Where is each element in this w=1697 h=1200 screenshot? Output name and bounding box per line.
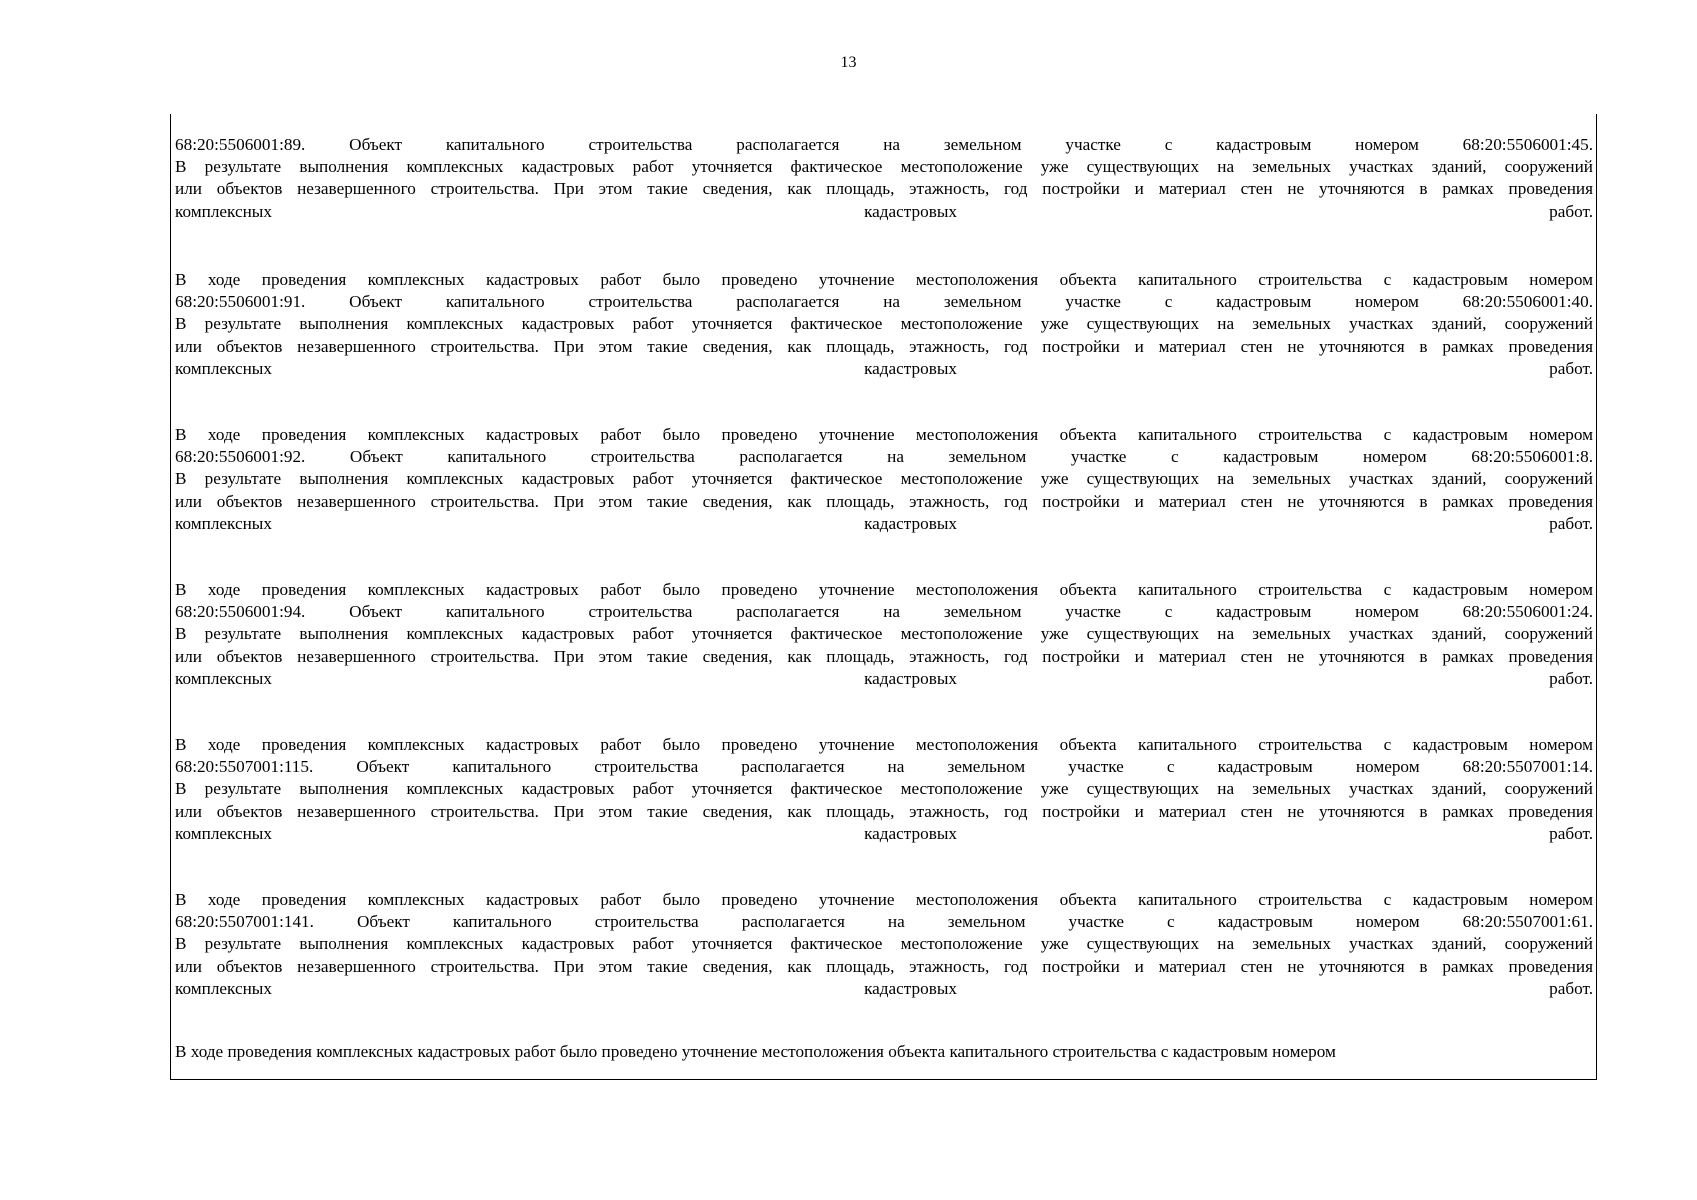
text-line: 68:20:5507001:115. Объект капитального строительства располагается на земельном участке с кадастровым номером 68:20:5507001:14.	[175, 757, 1593, 777]
text-line: или объектов незавершенного строительства. При этом такие сведения, как площадь, этажность, год постройки и материал стен не уточняются в рамках проведения	[175, 491, 1593, 511]
text-line: 68:20:5507001:141. Объект капитального строительства располагается на земельном участке с кадастровым номером 68:20:5507001:61.	[175, 912, 1593, 932]
text-frame	[170, 114, 1597, 1080]
text-line: комплексных кадастровых работ.	[175, 201, 1593, 221]
text-block	[175, 1041, 1593, 1063]
text-line: 68:20:5506001:94. Объект капитального строительства располагается на земельном участке с кадастровым номером 68:20:5506001:24.	[175, 602, 1593, 622]
text-line: или объектов незавершенного строительства. При этом такие сведения, как площадь, этажность, год постройки и материал стен не уточняются в рамках проведения	[175, 179, 1593, 199]
text-line: В результате выполнения комплексных кадастровых работ уточняется фактическое местоположение уже существующих на земельных участках зданий, сооружений	[175, 157, 1593, 177]
text-block	[175, 889, 1593, 1000]
text-line: В ходе проведения комплексных кадастровых работ было проведено уточнение местоположения объекта капитального строительства с кадастровым номером	[175, 580, 1593, 599]
text-line: комплексных кадастровых работ.	[175, 978, 1593, 998]
text-line: комплексных кадастровых работ.	[175, 668, 1593, 688]
text-block	[175, 424, 1593, 535]
text-line: В результате выполнения комплексных кадастровых работ уточняется фактическое местоположение уже существующих на земельных участках зданий, сооружений	[175, 314, 1593, 334]
text-block	[175, 134, 1593, 223]
text-line: комплексных кадастровых работ.	[175, 513, 1593, 533]
text-line: комплексных кадастровых работ.	[175, 358, 1593, 378]
text-line: В результате выполнения комплексных кадастровых работ уточняется фактическое местоположение уже существующих на земельных участках зданий, сооружений	[175, 779, 1593, 799]
text-line: или объектов незавершенного строительства. При этом такие сведения, как площадь, этажность, год постройки и материал стен не уточняются в рамках проведения	[175, 956, 1593, 976]
text-line: 68:20:5506001:92. Объект капитального строительства располагается на земельном участке с кадастровым номером 68:20:5506001:8.	[175, 447, 1593, 467]
text-line: В ходе проведения комплексных кадастровых работ было проведено уточнение местоположения объекта капитального строительства с кадастровым номером	[175, 890, 1593, 909]
text-line: В ходе проведения комплексных кадастровых работ было проведено уточнение местоположения объекта капитального строительства с кадастровым номером	[175, 1042, 1336, 1061]
text-line: или объектов незавершенного строительства. При этом такие сведения, как площадь, этажность, год постройки и материал стен не уточняются в рамках проведения	[175, 801, 1593, 821]
text-block	[175, 734, 1593, 845]
text-line: 68:20:5506001:91. Объект капитального строительства располагается на земельном участке с кадастровым номером 68:20:5506001:40.	[175, 292, 1593, 312]
text-line: В ходе проведения комплексных кадастровых работ было проведено уточнение местоположения объекта капитального строительства с кадастровым номером	[175, 270, 1593, 289]
text-line: В ходе проведения комплексных кадастровых работ было проведено уточнение местоположения объекта капитального строительства с кадастровым номером	[175, 735, 1593, 754]
page-number: 13	[840, 54, 857, 71]
text-line: В результате выполнения комплексных кадастровых работ уточняется фактическое местоположение уже существующих на земельных участках зданий, сооружений	[175, 624, 1593, 644]
text-block	[175, 269, 1593, 380]
text-line: В результате выполнения комплексных кадастровых работ уточняется фактическое местоположение уже существующих на земельных участках зданий, сооружений	[175, 469, 1593, 489]
text-line: или объектов незавершенного строительства. При этом такие сведения, как площадь, этажность, год постройки и материал стен не уточняются в рамках проведения	[175, 646, 1593, 666]
text-line: 68:20:5506001:89. Объект капитального строительства располагается на земельном участке с кадастровым номером 68:20:5506001:45.	[175, 135, 1593, 154]
text-line: В ходе проведения комплексных кадастровых работ было проведено уточнение местоположения объекта капитального строительства с кадастровым номером	[175, 425, 1593, 444]
text-line: или объектов незавершенного строительства. При этом такие сведения, как площадь, этажность, год постройки и материал стен не уточняются в рамках проведения	[175, 336, 1593, 356]
text-line: В результате выполнения комплексных кадастровых работ уточняется фактическое местоположение уже существующих на земельных участках зданий, сооружений	[175, 934, 1593, 954]
text-block	[175, 579, 1593, 690]
text-line: комплексных кадастровых работ.	[175, 823, 1593, 843]
